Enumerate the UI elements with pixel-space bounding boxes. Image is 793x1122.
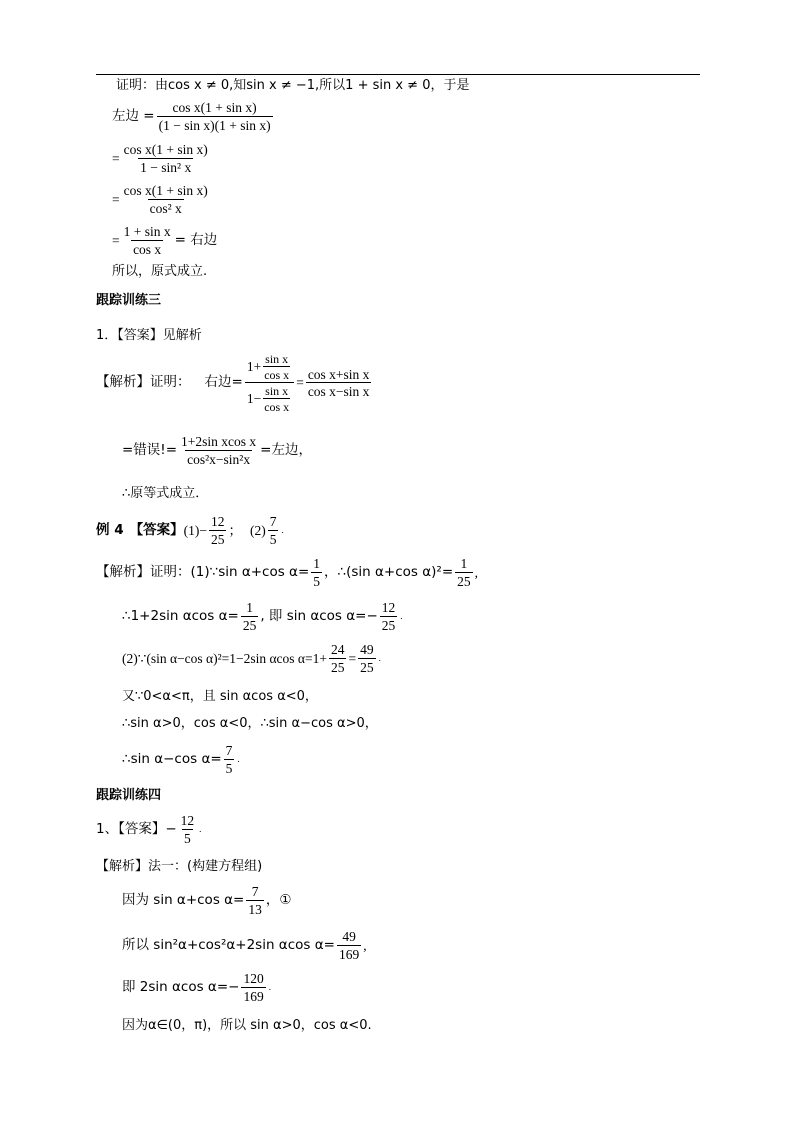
example-4-line-1: 【解析】证明：(1)∵sin α+cos α= $\frac{1}{5}$ ，∴(sin α+cos α)²= $\frac{1}{25}$ ,	[96, 556, 478, 589]
compound-fraction: 1+ $\frac{\text{sin x}}{\text{cos x}}$ 1− $\frac{\text{sin x}}{\text{cos x}}$	[245, 353, 294, 413]
example-4-line-5: ∴sin α>0，cos α<0，∴sin α−cos α>0，	[122, 716, 378, 731]
proof-fraction-4: $\frac{\text{1 + sin x}}{\text{cos x}}$	[123, 224, 171, 257]
proof-step-3: = $\frac{\text{cos x(1 + sin x)}}{\text{cos² x}}$	[112, 183, 208, 216]
section-4-line-1: 因为 sin α+cos α= $\frac{7}{13}$ ，①	[122, 884, 292, 917]
proof-step-4: = $\frac{\text{1 + sin x}}{\text{cos x}}$ = 右边	[112, 224, 218, 257]
proof-step-2: = $\frac{\text{cos x(1 + sin x)}}{\text{1 − sin² x}}$	[112, 142, 208, 175]
section-3-analysis: 【解析】证明： 右边= 1+ $\frac{\text{sin x}}{\text{cos x}}$ 1− $\frac{\text{sin x}}{\text{cos x}}$ = $\frac{\text{cos x+sin x}}{\text{cos x−sin x}}$	[96, 352, 370, 414]
example-4-answer: 例 4 【答案】 (1)− $\frac{12}{25}$ ； (2) $\frac{7}{5}$ .	[96, 514, 284, 547]
section-3-heading: 跟踪训练三	[96, 293, 162, 308]
simplified-fraction: $\frac{\text{cos x+sin x}}{\text{cos x−sin x}}$	[307, 366, 370, 399]
section-3-error-line: =错误!= $\frac{\text{1+2sin xcos x}}{\text{cos²x−sin²x}}$ =左边，	[122, 434, 312, 467]
proof-fraction-1: $\frac{\text{cos x(1 + sin x)}}{\text{(1 − sin x)(1 + sin x)}}$	[158, 100, 271, 133]
example-4-line-3: (2)∵(sin α−cos α)²=1−2sin αcos α=1+ $\frac{24}{25}$ = $\frac{49}{25}$ .	[122, 642, 381, 675]
proof-line-1: 证明：由cos x ≠ 0,知sin x ≠ −1,所以1 + sin x ≠ 0，于是	[116, 78, 470, 93]
example-4-line-4: 又∵0<α<π，且 sin αcos α<0，	[122, 689, 318, 704]
section-3-answer: 1．【答案】见解析	[96, 328, 202, 343]
example-4-line-6: ∴sin α−cos α= $\frac{7}{5}$ .	[122, 743, 240, 776]
section-4-line-2: 所以 sin²α+cos²α+2sin αcos α= $\frac{49}{169}$ ,	[122, 929, 367, 962]
proof-left-side: 左边 = $\frac{\text{cos x(1 + sin x)}}{\text{(1 − sin x)(1 + sin x)}}$	[112, 100, 271, 133]
section-4-analysis: 【解析】法一：(构建方程组)	[96, 859, 263, 874]
section-4-heading: 跟踪训练四	[96, 788, 162, 803]
section-4-line-3: 即 2sin αcos α=− $\frac{120}{169}$ .	[122, 971, 271, 1004]
section-3-conclusion: ∴原等式成立．	[122, 486, 209, 501]
error-fraction: $\frac{\text{1+2sin xcos x}}{\text{cos²x−sin²x}}$	[181, 434, 257, 467]
proof-fraction-3: $\frac{\text{cos x(1 + sin x)}}{\text{cos² x}}$	[123, 183, 208, 216]
proof-fraction-2: $\frac{\text{cos x(1 + sin x)}}{\text{1 − sin² x}}$	[123, 142, 208, 175]
header-rule	[96, 74, 700, 75]
section-4-answer: 1、【答案】− $\frac{12}{5}$ .	[96, 813, 202, 846]
example-4-line-2: ∴1+2sin αcos α= $\frac{1}{25}$ , 即 sin αcos α=− $\frac{12}{25}$ .	[122, 600, 403, 633]
section-4-line-4: 因为α∈(0，π)，所以 sin α>0，cos α<0.	[122, 1018, 372, 1033]
proof-conclusion: 所以，原式成立.	[112, 264, 208, 279]
